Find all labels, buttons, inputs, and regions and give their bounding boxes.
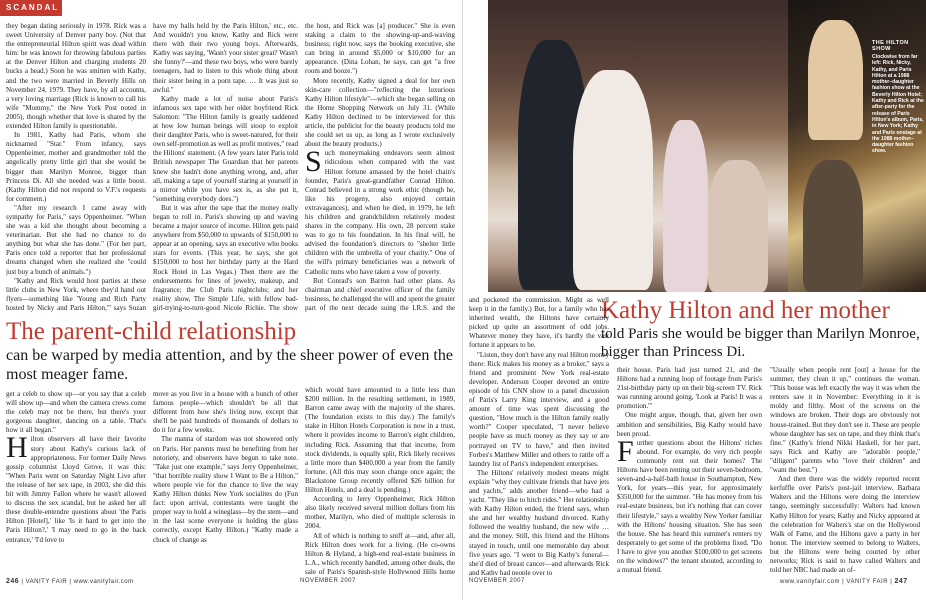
paragraph: All of which is nothing to sniff at—and, after all, Rick Hilton does work for a living. (He co-owns Hilton & Hyland, a high-end real-estate business in L.A., which recently handled, among other deals, the sale of Paris's Spanish-style Hollywood Hills home xyxy=(305,531,455,575)
magazine-url: www.vanityfair.com xyxy=(73,579,134,585)
photo-fashion-show xyxy=(488,0,788,292)
right-folio: www.vanityfair.com | VANITY FAIR | 247 xyxy=(780,578,908,585)
left-lower-column-2 xyxy=(153,390,298,575)
paragraph: "Kathy and Rick would host parties at these little clubs in New York, where they'd hand out flyers—something like 'Young and Rich Party hosted by Nicky and Paris Hilton,'" says Suzan xyxy=(6,276,146,312)
figure-onstage xyxy=(803,160,863,292)
paragraph: Hilton observers all have their favorite story about Kathy's curious lack of appropriateness. For former Daily News gossip columnist Lloyd Grove, it was this: "When Paris went on Saturday Night Live after the release of her sex tape, in 2003, she did this bit with Jimmy Fallon where he wasn't allowed to discuss the sex scandal, but he asked her all these double-entendre questions about 'the Paris Hilton [Hotel],' like 'Is it hard to get into the Paris Hilton?,' 'I may need to go in the back entrance,' 'I'd love to xyxy=(6,431,146,544)
paragraph: the host, and Rick was [a] producer." She is even staking a claim to the showing-up-and-waving business; right now, says the booking executive, she can bring in around $5,000 or $10,000 for an appearance. (Dina Lohan, he says, can get "a free room and booze.") xyxy=(305,22,455,76)
page-number: 246 xyxy=(6,578,20,585)
paragraph: According to Jerry Oppenheimer, Rick Hilton also likely received several million dollars from his mother, Marilyn, who died of multiple sclerosis in 2004. xyxy=(305,495,455,531)
photo-caption xyxy=(872,40,926,155)
left-column-3 xyxy=(305,22,455,312)
paragraph: move as you live in a house with a bunch of other famous people—which shouldn't be all that different from how she's living now, except that she'll be paid hundreds of thousands of dollars to do it for a few weeks. xyxy=(153,390,298,435)
left-lower-column-3 xyxy=(305,386,455,575)
left-folio: 246 | VANITY FAIR | www.vanityfair.com xyxy=(6,578,134,585)
paragraph: "Usually when people rent [out] a house for the summer, they clean it up," continues the woman. "This house was left exactly the way it was when the renters saw it in November: Everything in it is moldy and filthy. Most of the screens on the windows are broken. Their dogs are obviously not house-trained. But they don't see it. These are people whose daughter has sex on tape, and they think that's fine." (Kathy's friend Nikki Haskell, for her part, says Rick and Kathy are "adorable people," "diligent" parents who "love their children" and "want the best.") xyxy=(770,366,920,475)
right-folio-date: NOVEMBER 2007 xyxy=(469,578,525,584)
paragraph: have my balls held by the Paris Hilton,' etc., etc. And wouldn't you know, Kathy and Rick were there with their two young boys. Afterwards, Kathy was saying, 'Wasn't your sister great? Wasn't she funny?'—and these two boys, who were barely teenagers, had to listen to this whole thing about their sister being in a porn tape. … It was just so awful." xyxy=(153,22,298,94)
paragraph: Further questions about the Hiltons' riches abound. For example, do very rich people commonly rent out their homes? The Hiltons have been renting out their seven-bedroom, seven-and-a-half-bath house in Southampton, New York, for years—this year, for approximately $350,000 for the summer. "He has money from his real-estate business, but it's nothing that can cover their lifestyle," says a wealthy New Yorker familiar with the Hiltons' housing situation. She has seen the house. She has heard this summer's renters try desperately to get some of the problems fixed. "Do I have to give you another $100,000 to get screens on the windows?" the tenant shouted, according to a mutual friend. xyxy=(617,434,762,575)
right-column-2 xyxy=(617,366,762,575)
pull-quote-subhead: can be warped by media attention, and by the sheer power of even the most meager fame. xyxy=(6,347,453,383)
page-number: 247 xyxy=(894,578,908,585)
pull-quote-subhead-right: told Paris she would be bigger than Marilyn Monroe, bigger than Princess Di. xyxy=(601,326,920,360)
right-column-1 xyxy=(469,296,609,575)
magazine-url: www.vanityfair.com xyxy=(780,579,841,585)
left-column-2 xyxy=(153,22,298,312)
paragraph: they began dating seriously in 1978. Rick was a sweet University of Denver party boy. (Not that the entrepreneurial Hilton spirit was dead within him: he was known for throwing fabulous parties at the Denver Hilton and charging students 20 bucks a head.) Soon he was smitten with Kathy, and the two were married in Beverly Hills on November 24, 1979. They have, by all accounts, a very loving marriage (Rick is known to call his wife "Mommy," the New York Post noted in 2005), though whether that love is shared by the extended Hilton family is questionable. xyxy=(6,22,146,131)
magazine-name: VANITY FAIR xyxy=(846,579,889,585)
caption-title: THE HILTON SHOW xyxy=(872,40,909,52)
figure-woman-gown xyxy=(573,70,653,290)
paragraph: their house. Paris had just turned 21, and the Hiltons had a running loop of footage from Paris's 21st-birthday party up on their big-screen TV. Rick was running around going, 'Look at Paris! It was a promotion.'" xyxy=(617,366,762,411)
paragraph: get a celeb to show up—or you say that a celeb will show up—and when the camera crews come the celeb may not be there, but there's your gorgeous daughter, dancing on a table. That's how it all began." xyxy=(6,390,146,435)
pull-quote-headline: The parent-child relationship xyxy=(6,318,297,345)
paragraph: The Hiltons' relatively modest means might explain "why they cultivate friends that have jets and yachts," adds another friend—who had a yacht. "They like to hitch rides." Her relationship with Kathy Hilton ended, the friend says, when she and her wealthy husband divorced. Kathy followed the wealthy husband, the new wife … and the money. Still, this friend and the Hiltons stayed in touch, until one memorable day about five years ago. "I went to Big Kathy's funeral—she'd died of breast cancer—and afterwards Rick and Kathy had people over to xyxy=(469,468,609,575)
paragraph: Kathy made a lot of noise about Paris's infamous sex tape with her older boyfriend Rick Salomon: "The Hilton family is greatly saddened at how low human beings will stoop to exploit their daughter Paris, who is sweet-natured, for their own self-promotion as well as profit motives," read the Hiltons' statement. (A few years later Paris told British newspaper The Guardian that her parents knew she hadn't done anything wrong, and, after all, making a tape of yourself staring at yourself in a mirror while you have sex is, as she put it, "something everybody does.") xyxy=(153,94,298,203)
paragraph: "After my research I came away with sympathy for Paris," says Oppenheimer. "When she was a kid she thought about becoming a veterinarian. But she had no chance to do anything but what she has done." (For her part, Paris once told a reporter that her professional dreams changed when she realized she "could just buy a bunch of animals.") xyxy=(6,203,146,276)
section-tab xyxy=(0,0,62,16)
right-column-3 xyxy=(770,366,920,575)
paragraph: But it was after the tape that the money really began to roll in. Paris's showing up and waving became a major source of income. Hilton gets paid anywhere from $50,000 to upwards of $150,000 to appear at an opening, says an executive who books stars for events. (This year, he says, she got $150,000 to host her birthday party at the Hard Rock Hotel in Las Vegas.) Then there are the endorsements for lines of jewelry, makeup, and fragrance; the Club Paris nightclubs; and her reality show, The Simple Life, with fellow bad-girl-trying-to-turn-good Nicole Richie. The show xyxy=(153,203,298,312)
paragraph: The manna of stardom was not showered only on Paris. Her parents must be benefiting from her notoriety, and observers have begun to take note. "Take just one example," says Jerry Oppenheimer, "that horrible reality show I Want to Be a Hilton," where people vie for the chance to live the way Kathy Hilton thinks New York socialites do (Fun fact: upon arrival, contestants were taught the proper way to hold a wineglass—by the stem—and in the last scene everyone is holding the glass correctly, except Kathy Hilton.) "Kathy made a chuck of change as xyxy=(153,435,298,544)
figure-child xyxy=(663,120,708,292)
pull-quote-headline-right: Kathy Hilton and her mother xyxy=(601,297,890,324)
paragraph: More recently, Kathy signed a deal for her own skin-care collection—"reflecting the luxurious Kathy Hilton lifestyle"—which she began selling on the Home Shopping Network on July 31. (While Kathy Hilton declined to be interviewed for this article, the publicist for the beauty products told me she could set us up, as long as I wrote exclusively about the beauty products.) xyxy=(305,76,455,149)
page-gutter xyxy=(462,0,463,600)
paragraph: And then there was the widely reported recent kerfuffle over Paris's post-jail interview. Barbara Walters and the Hiltons were doing the interview tango, seemingly successfully: Walters had known Kathy Hilton for years; Kathy and Nicky appeared at the celebration for Walters's star on the Hollywood Walk of Fame, and the Hiltons gave a party in her honor. The interview seemed to belong to Walters, but the Hiltons were being courted by other networks; Rick is said to have called Walters and told her NBC had made an of- xyxy=(770,475,920,575)
paragraph: and pocketed the commission. Might as well keep it in the family.) But, for a family who has inherited wealth, the Hiltons have certainly picked up quite an assortment of odd jobs. Whatever money they have, it's hardly the vast fortune it appears to be. xyxy=(469,296,609,350)
paragraph: One might argue, though, that, given her own ambition and sensibilities, Big Kathy would have been proud. xyxy=(617,411,762,438)
figure-child-2 xyxy=(708,160,768,292)
paragraph: But Conrad's son Barron had other plans. As chairman and chief executive officer of the family business, he challenged the will and spent the greater part of the next decade suing the I.R.S. and the xyxy=(305,276,455,312)
section-label: SCANDAL xyxy=(6,3,60,12)
left-lower-column-1 xyxy=(6,390,146,575)
paragraph: Such moneymaking endeavors seem almost ridiculous when compared with the vast Hilton fortune amassed by the hotel chain's founder, Paris's great-grandfather Conrad Hilton. Conrad believed in a strong work ethic (though he, like his progeny, also enjoyed certain extravagances), and when he died, in 1979, he left his children and grandchildren relatively modest shares in the company. His own, 28 percent stake was to go to his foundation. In his final will, he advised the foundation's directors to "shelter little children with the umbrella of your charity." One of the will's primary beneficiaries was a network of Catholic nuns who have taken a vow of poverty. xyxy=(305,145,455,276)
magazine-name: VANITY FAIR xyxy=(25,579,68,585)
paragraph: In 1981, Kathy had Paris, whom she nicknamed "Star." From infancy, says Oppenheimer, mother and grandmother told the angelically pretty little girl that she would be bigger than Marilyn Monroe, bigger than Princess Di. All she needed was a little boost. (Kathy Hilton did not respond to V.F.'s requests for comment.) xyxy=(6,131,146,203)
left-column-1 xyxy=(6,22,146,312)
paragraph: which would have amounted to a little less than $200 million. In the resulting settlement, in 1989, Barron came away with the majority of the shares. (The foundation exists to this day.) The family's stake in Hilton Hotels Corporation is now in a trust, where it provides income to Barron's eight children, including Rick. Assuming that that income, from stock dividends, is equally split, Rick likely receives a little more than $400,000 a year from the family fortune. (All this may soon change once again; the Blackstone Group recently offered $26 billion for Hilton Hotels, and a deal is pending.) xyxy=(305,386,455,495)
paragraph: "Listen, they don't have any real Hilton money there: Rick makes his money as a broker," says a friend and prominent New York real-estate developer. Anderson Cooper devoted an entire episode of his CNN show to a panel discussion of Paris's Larry King interview, and a good amount of time was spent discussing the question, "How much is the Hilton family really worth?" Cooper speculated, "I never believe people have as much money as they say or are portrayed on TV to have," and then invited Forbes's Matthew Miller and others to rattle off a laundry list of Paris's independent enterprises. xyxy=(469,350,609,468)
left-folio-date: NOVEMBER 2007 xyxy=(300,578,356,584)
figure-blonde-woman xyxy=(808,20,863,140)
caption-body: Clockwise from far left: Rick, Nicky, Kathy, and Paris Hilton at a 1988 mother–daughter fashion show at the Beverly Hilton Hotel; Kathy and Rick at the after-party for the release of Paris Hilton's album, Paris, in New York; Kathy and Paris onstage at the 1988 mother–daughter fashion show. xyxy=(872,54,924,155)
